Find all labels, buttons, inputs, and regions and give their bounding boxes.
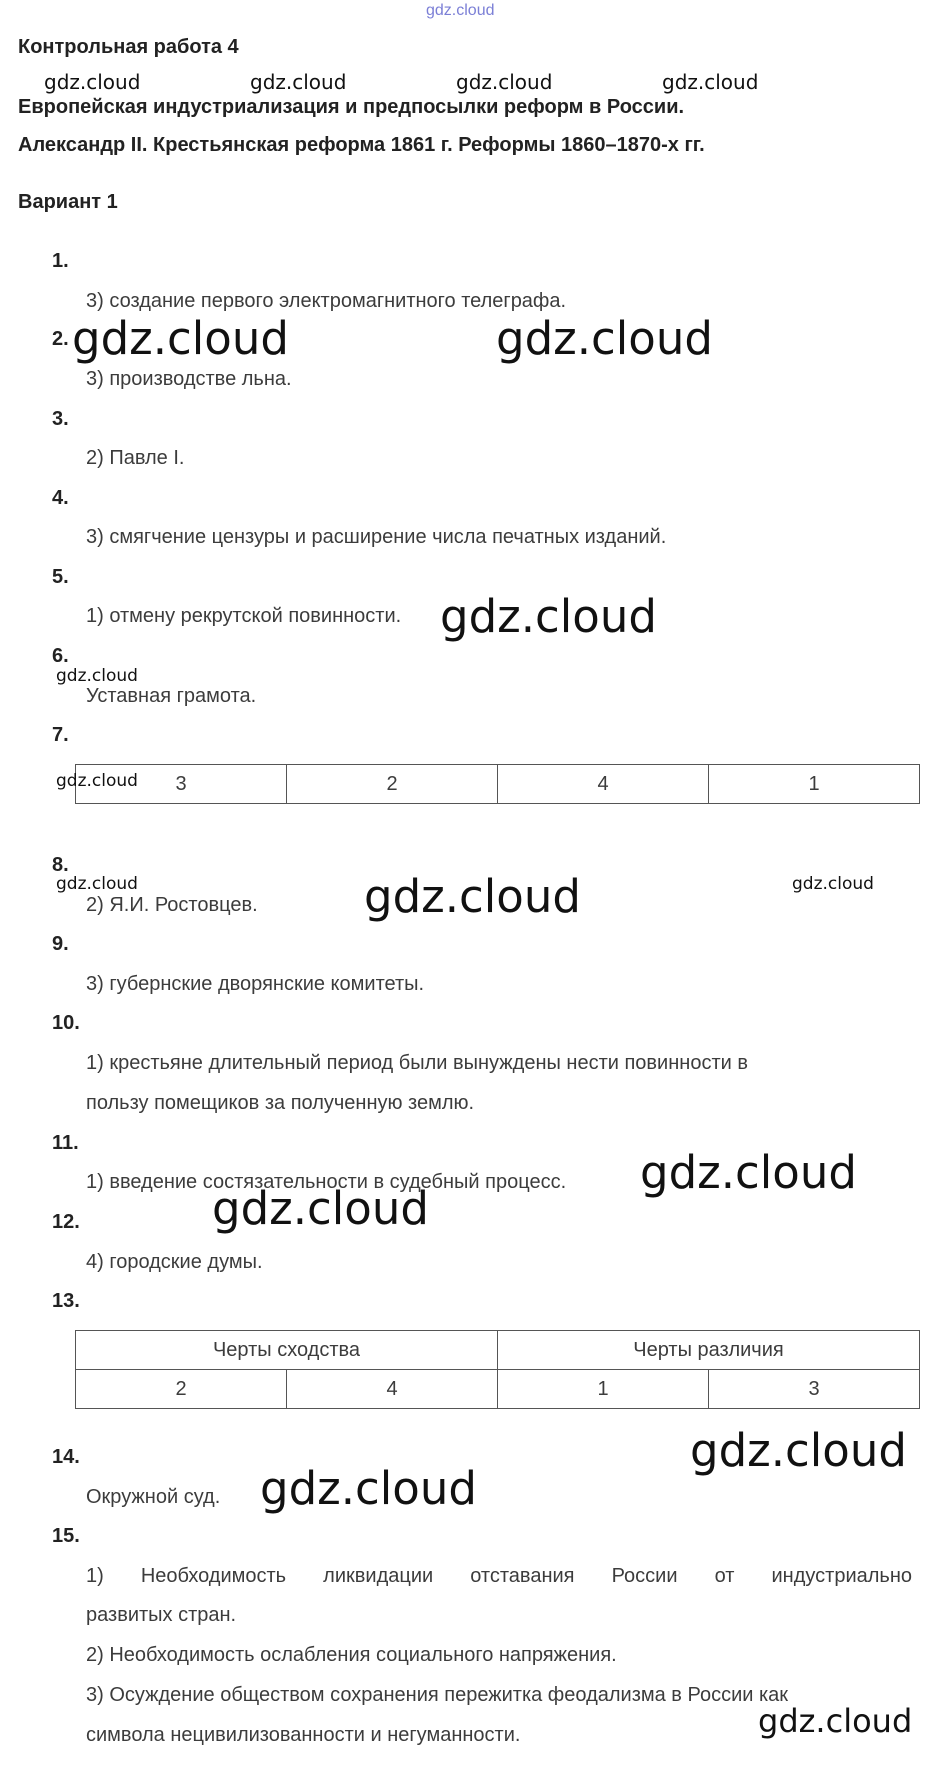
question-number: 1.	[52, 250, 69, 272]
question-number: 8.	[52, 854, 69, 876]
document-title: Контрольная работа 4	[18, 36, 239, 58]
answer-text: 1) введение состязательности в судебный процесс.	[86, 1171, 567, 1193]
table-cell: 2	[287, 765, 498, 804]
watermark: gdz.cloud	[56, 666, 138, 686]
watermark: gdz.cloud	[662, 70, 759, 94]
question-number: 15.	[52, 1525, 80, 1547]
answer-text: пользу помещиков за полученную землю.	[86, 1092, 475, 1114]
table-cell: 4	[498, 765, 709, 804]
question-number: 6.	[52, 645, 69, 667]
variant-heading: Вариант 1	[18, 191, 118, 213]
answer-text: символа нецивилизованности и негуманности.	[86, 1724, 521, 1746]
document-subtitle: Александр II. Крестьянская реформа 1861 г. Реформы 1860–1870-х гг.	[18, 134, 705, 156]
watermark: gdz.cloud	[250, 70, 347, 94]
document-subtitle: Европейская индустриализация и предпосылки реформ в России.	[18, 96, 685, 118]
answer-text: 4) городские думы.	[86, 1251, 263, 1273]
answer-text: Окружной суд.	[86, 1486, 221, 1508]
table-header: Черты сходства	[76, 1331, 498, 1370]
answer-text: 2) Необходимость ослабления социального напряжения.	[86, 1644, 617, 1666]
watermark: gdz.cloud	[44, 70, 141, 94]
question-number: 13.	[52, 1290, 80, 1312]
watermark: gdz.cloud	[496, 312, 713, 365]
answer-text: 3) смягчение цензуры и расширение числа печатных изданий.	[86, 526, 667, 548]
watermark-top: gdz.cloud	[426, 2, 495, 19]
table-cell: 4	[287, 1370, 498, 1409]
answer-text: 1) крестьяне длительный период были вынуждены нести повинности в	[86, 1052, 748, 1074]
watermark: gdz.cloud	[440, 590, 657, 643]
answer-table-13	[75, 1330, 920, 1409]
table-header: Черты различия	[498, 1331, 920, 1370]
watermark: gdz.cloud	[72, 312, 289, 365]
watermark: gdz.cloud	[260, 1462, 477, 1515]
answer-text: 2) Я.И. Ростовцев.	[86, 894, 258, 916]
question-number: 2.	[52, 328, 69, 350]
watermark: gdz.cloud	[690, 1424, 907, 1477]
question-number: 9.	[52, 933, 69, 955]
watermark: gdz.cloud	[758, 1702, 913, 1740]
watermark: gdz.cloud	[212, 1182, 429, 1235]
watermark: gdz.cloud	[56, 874, 138, 894]
question-number: 4.	[52, 487, 69, 509]
question-number: 5.	[52, 566, 69, 588]
answer-table-7	[75, 764, 920, 804]
table-cell: 3	[709, 1370, 920, 1409]
table-cell: 1	[709, 765, 920, 804]
question-number: 3.	[52, 408, 69, 430]
answer-text: 3) губернские дворянские комитеты.	[86, 973, 425, 995]
watermark: gdz.cloud	[364, 870, 581, 923]
answer-text: Уставная грамота.	[86, 685, 257, 707]
answer-text: 1) отмену рекрутской повинности.	[86, 605, 402, 627]
answer-text: 2) Павле I.	[86, 447, 185, 469]
answer-text: 1) Необходимость ликвидации отставания России от индустриально	[86, 1565, 912, 1587]
table-cell: 2	[76, 1370, 287, 1409]
table-cell: 1	[498, 1370, 709, 1409]
question-number: 11.	[52, 1132, 79, 1154]
question-number: 7.	[52, 724, 69, 746]
watermark: gdz.cloud	[56, 771, 138, 791]
watermark: gdz.cloud	[640, 1146, 857, 1199]
answer-text: 3) производстве льна.	[86, 368, 292, 390]
answer-text: развитых стран.	[86, 1604, 237, 1626]
table-cell: 3	[76, 765, 287, 804]
answer-text: 3) Осуждение обществом сохранения пережитка феодализма в России как	[86, 1684, 789, 1706]
answer-text: 3) создание первого электромагнитного телеграфа.	[86, 290, 567, 312]
question-number: 12.	[52, 1211, 80, 1233]
question-number: 10.	[52, 1012, 80, 1034]
watermark: gdz.cloud	[456, 70, 553, 94]
question-number: 14.	[52, 1446, 80, 1468]
watermark: gdz.cloud	[792, 874, 874, 894]
